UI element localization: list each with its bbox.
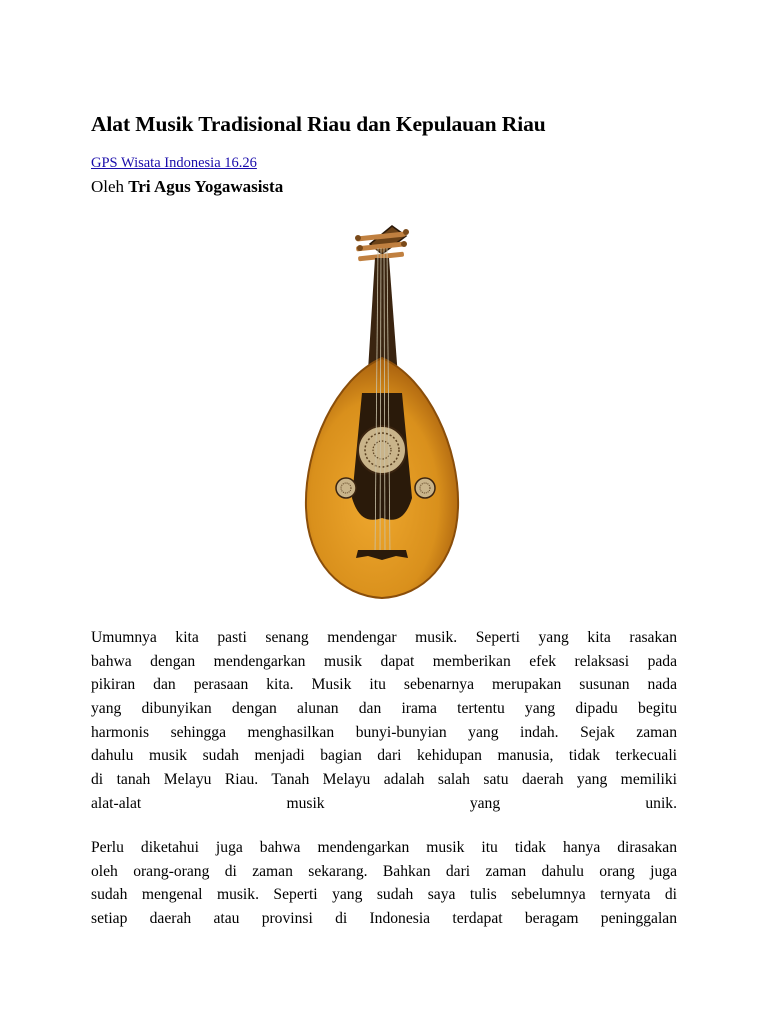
paragraph-line: di tanah Melayu Riau. Tanah Melayu adalah salah satu daerah yang memiliki	[91, 771, 677, 789]
oud-pegbox	[355, 226, 409, 261]
paragraph-line: dahulu musik sudah menjadi bagian dari kehidupan manusia, tidak terkecuali	[91, 747, 677, 765]
byline	[91, 177, 283, 197]
oud-lute-icon	[296, 218, 476, 608]
paragraph-line: bahwa dengan mendengarkan musik dapat memberikan efek relaksasi pada	[91, 652, 677, 670]
paragraph-line: alat-alat musik yang unik.	[91, 794, 677, 812]
byline-author: Tri Agus Yogawasista	[128, 177, 284, 196]
article-title: Alat Musik Tradisional Riau dan Kepulauan Riau	[91, 112, 546, 136]
paragraph-line: sudah mengenal musik. Seperti yang sudah saya tulis sebelumnya ternyata di	[91, 886, 677, 904]
source-link[interactable]: GPS Wisata Indonesia 16.26	[91, 155, 257, 171]
paragraph-line: setiap daerah atau provinsi di Indonesia terdapat beragam peninggalan	[91, 910, 677, 928]
byline-prefix: Oleh	[91, 177, 129, 196]
oud-figure	[296, 218, 476, 608]
paragraph-2	[91, 836, 677, 931]
paragraph-1	[91, 626, 677, 816]
paragraph-line: Perlu diketahui juga bahwa mendengarkan musik itu tidak hanya dirasakan	[91, 839, 677, 856]
paragraph-line: yang dibunyikan dengan alunan dan irama tertentu yang dipadu begitu	[91, 700, 677, 718]
oud-rosette	[358, 426, 406, 474]
paragraph-line: harmonis sehingga menghasilkan bunyi-bunyian yang indah. Sejak zaman	[91, 723, 677, 741]
paragraph-line: Umumnya kita pasti senang mendengar musik. Seperti yang kita rasakan	[91, 629, 677, 646]
paragraph-line: pikiran dan perasaan kita. Musik itu sebenarnya merupakan susunan nada	[91, 676, 677, 694]
paragraph-line: oleh orang-orang di zaman sekarang. Bahkan dari zaman dahulu orang juga	[91, 862, 677, 880]
